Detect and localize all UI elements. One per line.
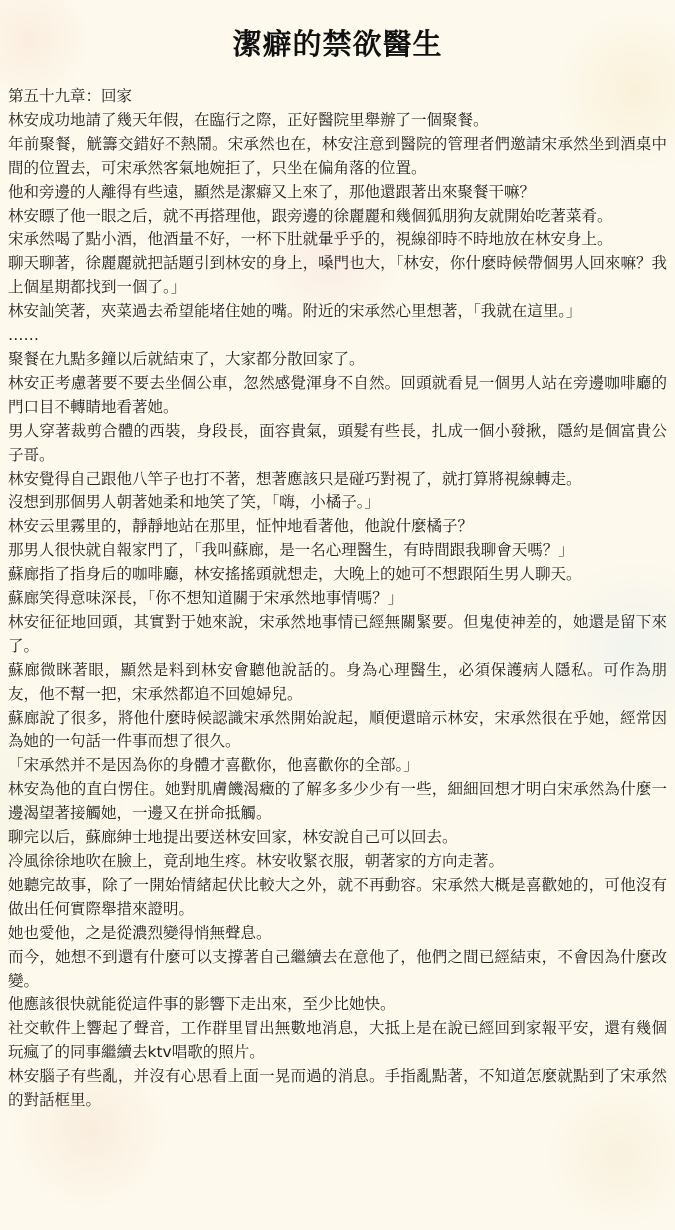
- paragraph: 蘇廊微眯著眼，顯然是料到林安會聽他說話的。身為心理醫生，必須保護病人隱私。可作為朋友，他不幫一把，宋承然都追不回媳婦兒。: [8, 660, 667, 703]
- paragraph: 蘇廊笑得意味深長，「你不想知道關于宋承然地事情嗎？」: [8, 589, 404, 608]
- paragraph: 聊天聊著，徐麗麗就把話題引到林安的身上，嗓門也大，「林安，你什麼時候帶個男人回來嘛？我上個星期都找到一個了。」: [8, 254, 667, 297]
- paragraph: 蘇廊說了很多，將他什麼時候認識宋承然開始說起，順便還暗示林安，宋承然很在乎她，經常因為她的一句話一件事而想了很久。: [8, 708, 667, 751]
- paragraph: 沒想到那個男人朝著她柔和地笑了笑，「嗨，小橘子。」: [8, 493, 381, 512]
- chapter-content: [8, 85, 667, 1113]
- paragraph: 林安覺得自己跟他八竿子也打不著，想著應該只是碰巧對視了，就打算將視線轉走。: [8, 469, 582, 488]
- page-title: 潔癖的禁欲醫生: [232, 27, 443, 61]
- paragraph: 冷風徐徐地吹在臉上，竟刮地生疼。林安收緊衣服，朝著家的方向走著。: [8, 852, 505, 870]
- paragraph: 她也愛他，之是從濃烈變得悄無聲息。: [8, 923, 272, 942]
- paragraph: 「宋承然并不是因為你的身體才喜歡你，他喜歡你的全部。」: [8, 756, 419, 775]
- paragraph: 林安成功地請了幾天年假，在臨行之際，正好醫院里舉辦了一個聚餐。: [8, 110, 489, 129]
- paragraph: 社交軟件上響起了聲音，工作群里冒出無數地消息，大抵上是在說已經回到家報平安，還有幾個玩瘋了的同事繼續去ktv唱歌的照片。: [8, 1019, 667, 1062]
- paragraph: 男人穿著裁剪合體的西裝，身段長，面容貴氣，頭髮有些長，扎成一個小發揪，隱約是個富貴公子哥。: [8, 421, 667, 464]
- paragraph: 他和旁邊的人離得有些遠，顯然是潔癖又上來了，那他還跟著出來聚餐干嘛？: [8, 182, 536, 201]
- paragraph: 林安瞟了他一眼之后，就不再搭理他，跟旁邊的徐麗麗和幾個狐朋狗友就開始吃著菜肴。: [8, 206, 613, 225]
- paragraph: 聊完以后，蘇廊紳士地提出要送林安回家，林安說自己可以回去。: [8, 828, 458, 847]
- paragraph: 林安征征地回頭，其實對于她來說，宋承然地事情已經無關緊要。但鬼使神差的，她還是留下來了。: [8, 612, 667, 655]
- paragraph: 林安云里霧里的，靜靜地站在那里，怔忡地看著他，他說什麼橘子？: [8, 517, 474, 536]
- paragraph: 蘇廊指了指身后的咖啡廳，林安搖搖頭就想走，大晚上的她可不想跟陌生男人聊天。: [8, 565, 582, 584]
- paragraph: 年前聚餐，觥籌交錯好不熱鬧。宋承然也在，林安注意到醫院的管理者們邀請宋承然坐到酒桌中間的位置去，可宋承然客氣地婉拒了，只坐在偏角落的位置。: [8, 134, 667, 177]
- paragraph: 林安訕笑著，夾菜過去希望能堵住她的嘴。附近的宋承然心里想著，「我就在這里。」: [8, 302, 582, 321]
- chapter-heading: 第五十九章：回家: [8, 87, 133, 105]
- paragraph: 而今，她想不到還有什麼可以支撐著自己繼續去在意他了，他們之間已經結束，不會因為什麼改變。: [8, 947, 667, 990]
- paragraph: 林安正考慮著要不要去坐個公車，忽然感覺渾身不自然。回頭就看見一個男人站在旁邊咖啡廳的門口目不轉睛地看著她。: [8, 373, 667, 416]
- paragraph: 他應該很快就能從這件事的影響下走出來，至少比她快。: [8, 995, 396, 1014]
- paragraph: 林安為他的直白愣住。她對肌膚饑渴癥的了解多多少少有一些，細細回想才明白宋承然為什麼一邊渴望著接觸她，一邊又在拼命抵觸。: [8, 780, 667, 823]
- paragraph: 她聽完故事，除了一開始情緒起伏比較大之外，就不再動容。宋承然大概是喜歡她的，可他沒有做出任何實際舉措來證明。: [8, 875, 667, 918]
- scene-break: ……: [8, 326, 39, 345]
- paragraph: 聚餐在九點多鐘以后就結束了，大家都分散回家了。: [8, 349, 365, 368]
- paragraph: 那男人很快就自報家門了，「我叫蘇廊，是一名心理醫生，有時間跟我聊會天嗎？」: [8, 541, 574, 560]
- paragraph: 宋承然喝了點小酒，他酒量不好，一杯下肚就暈乎乎的，視線卻時不時地放在林安身上。: [8, 230, 613, 249]
- paragraph: 林安腦子有些亂，并沒有心思看上面一晃而過的消息。手指亂點著，不知道怎麼就點到了宋承然的對話框里。: [8, 1067, 667, 1110]
